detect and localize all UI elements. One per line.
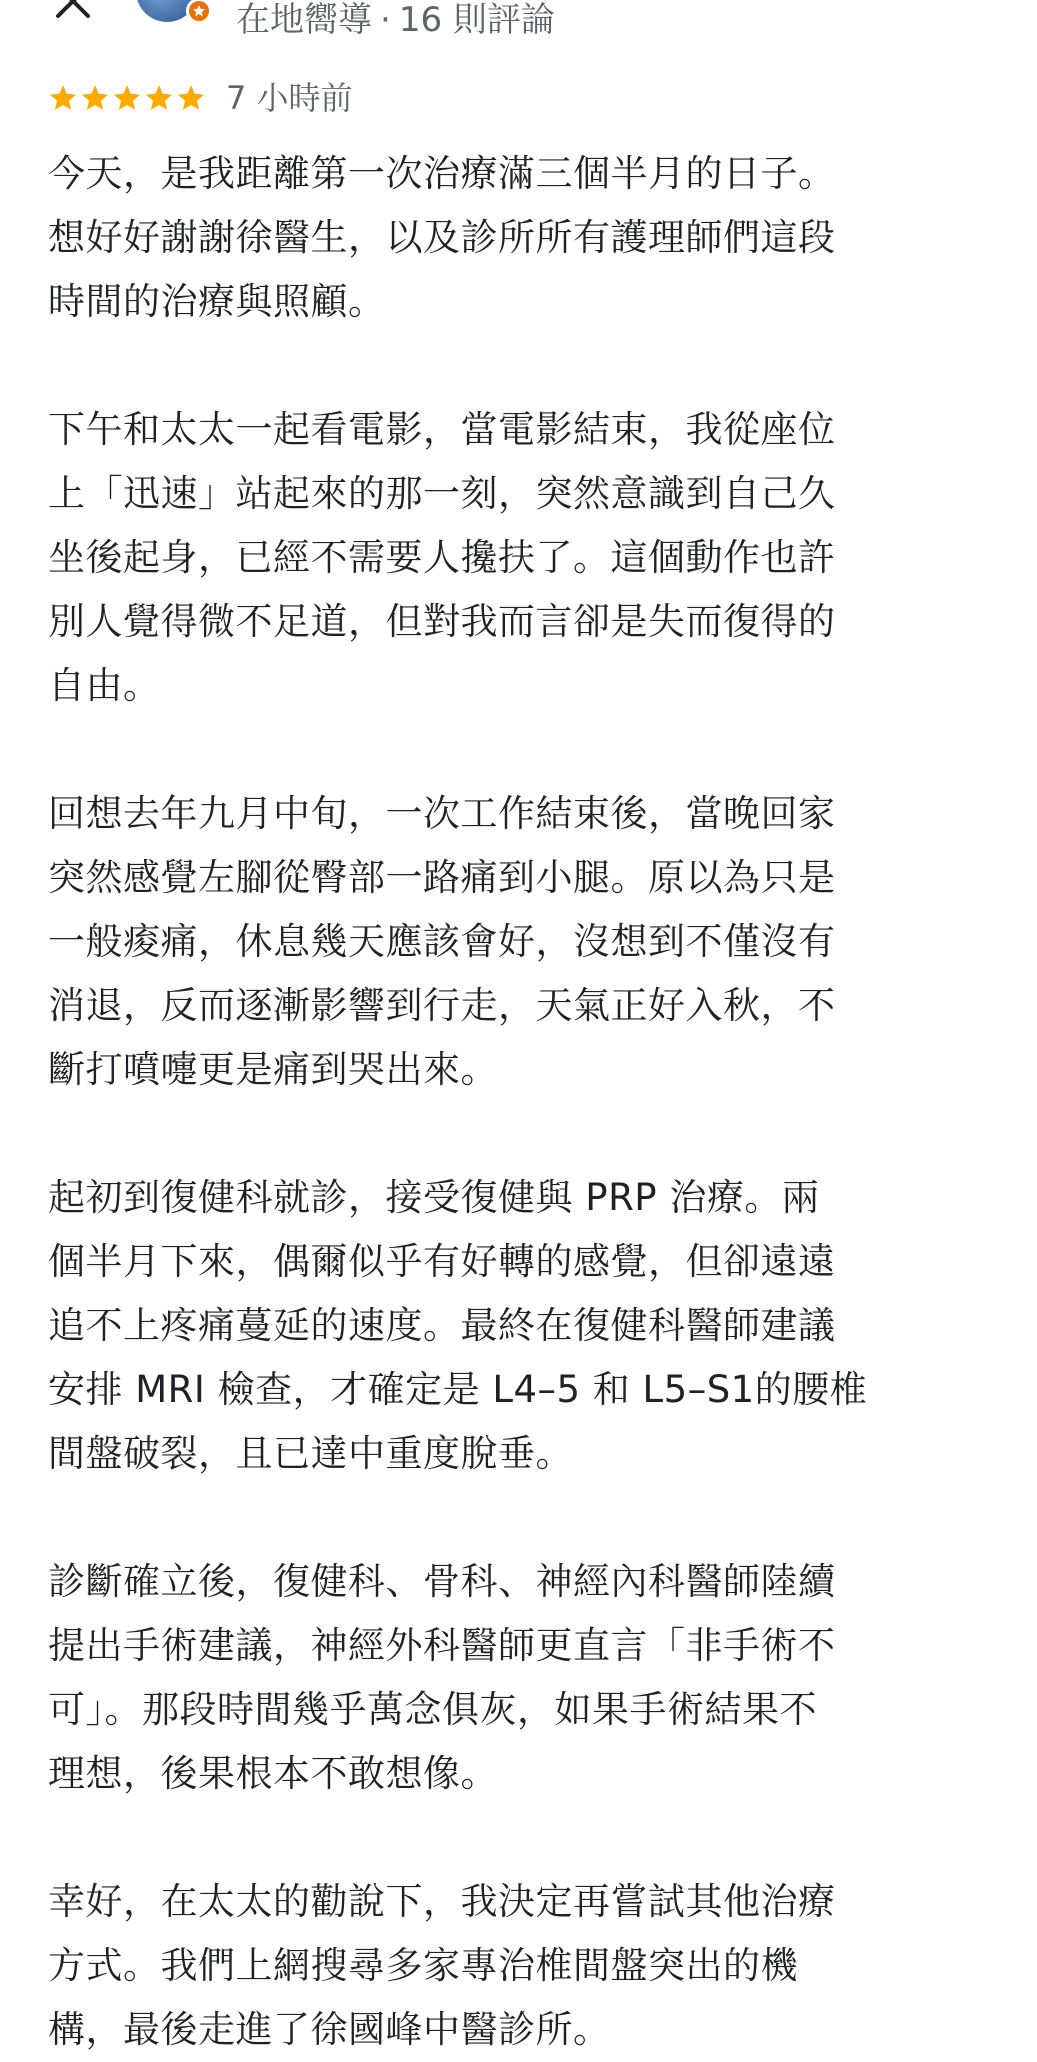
review-line: 消退，反而逐漸影響到行走，天氣正好入秋，不: [48, 984, 836, 1027]
review-line: 個半月下來，偶爾似乎有好轉的感覺，但卻遠遠: [48, 1240, 836, 1283]
local-guide-badge-icon: [186, 0, 212, 24]
review-paragraph: [48, 398, 992, 718]
review-line: 斷打噴嚏更是痛到哭出來。: [48, 1048, 498, 1091]
review-line: 上「迅速」站起來的那一刻，突然意識到自己久: [48, 472, 836, 515]
star-icon: [144, 83, 174, 113]
review-line: 提出手術建議，神經外科醫師更直言「非手術不: [48, 1624, 836, 1667]
review-line: 診斷確立後，復健科、骨科、神經內科醫師陸續: [48, 1560, 836, 1603]
review-line: 方式。我們上網搜尋多家專治椎間盤突出的機: [48, 1944, 798, 1987]
review-line: 安排 MRI 檢查，才確定是 L4–5 和 L5–S1的腰椎: [48, 1368, 868, 1411]
review-line: 時間的治療與照顧。: [48, 280, 386, 323]
review-line: 幸好，在太太的勸說下，我決定再嘗試其他治療: [48, 1880, 836, 1923]
review-line: 別人覺得微不足道，但對我而言卻是失而復得的: [48, 600, 836, 643]
review-line: 理想，後果根本不敢想像。: [48, 1752, 498, 1795]
review-line: 下午和太太一起看電影，當電影結束，我從座位: [48, 408, 836, 451]
review-line: 一般痠痛，休息幾天應該會好，沒想到不僅沒有: [48, 920, 836, 963]
review-line: 突然感覺左腳從臀部一路痛到小腿。原以為只是: [48, 856, 836, 899]
star-icon: [80, 83, 110, 113]
review-line: 起初到復健科就診，接受復健與 PRP 治療。兩: [48, 1176, 820, 1219]
review-line: 想好好謝謝徐醫生，以及診所所有護理師們這段: [48, 216, 836, 259]
review-line: 坐後起身，已經不需要人攙扶了。這個動作也許: [48, 536, 836, 579]
review-text: [48, 142, 992, 2062]
review-header: [0, 0, 1037, 60]
star-icon: [112, 83, 142, 113]
review-time: 7 小時前: [226, 79, 353, 117]
review-line: 自由。: [48, 664, 161, 707]
star-icon: [176, 83, 206, 113]
review-line: 可」。那段時間幾乎萬念俱灰，如果手術結果不: [48, 1688, 817, 1731]
review-paragraph: [48, 782, 992, 1102]
local-guide-label: 在地嚮導: [236, 0, 372, 40]
review-line: 間盤破裂，且已達中重度脫垂。: [48, 1432, 573, 1475]
star-rating: [48, 83, 206, 113]
close-icon[interactable]: [50, 0, 96, 24]
review-paragraph: [48, 142, 992, 334]
review-paragraph: [48, 1870, 992, 2062]
review-paragraph: [48, 1166, 992, 1486]
review-line: 今天，是我距離第一次治療滿三個半月的日子。: [48, 152, 836, 195]
review-paragraph: [48, 1550, 992, 1806]
review-count: 16 則評論: [398, 0, 555, 40]
review-line: 回想去年九月中旬，一次工作結束後，當晚回家: [48, 792, 836, 835]
reviewer-meta: [236, 0, 555, 42]
rating-row: [48, 74, 353, 122]
review-line: 構，最後走進了徐國峰中醫診所。: [48, 2008, 611, 2051]
star-icon: [48, 83, 78, 113]
review-line: 追不上疼痛蔓延的速度。最終在復健科醫師建議: [48, 1304, 836, 1347]
meta-separator: ·: [380, 0, 391, 40]
